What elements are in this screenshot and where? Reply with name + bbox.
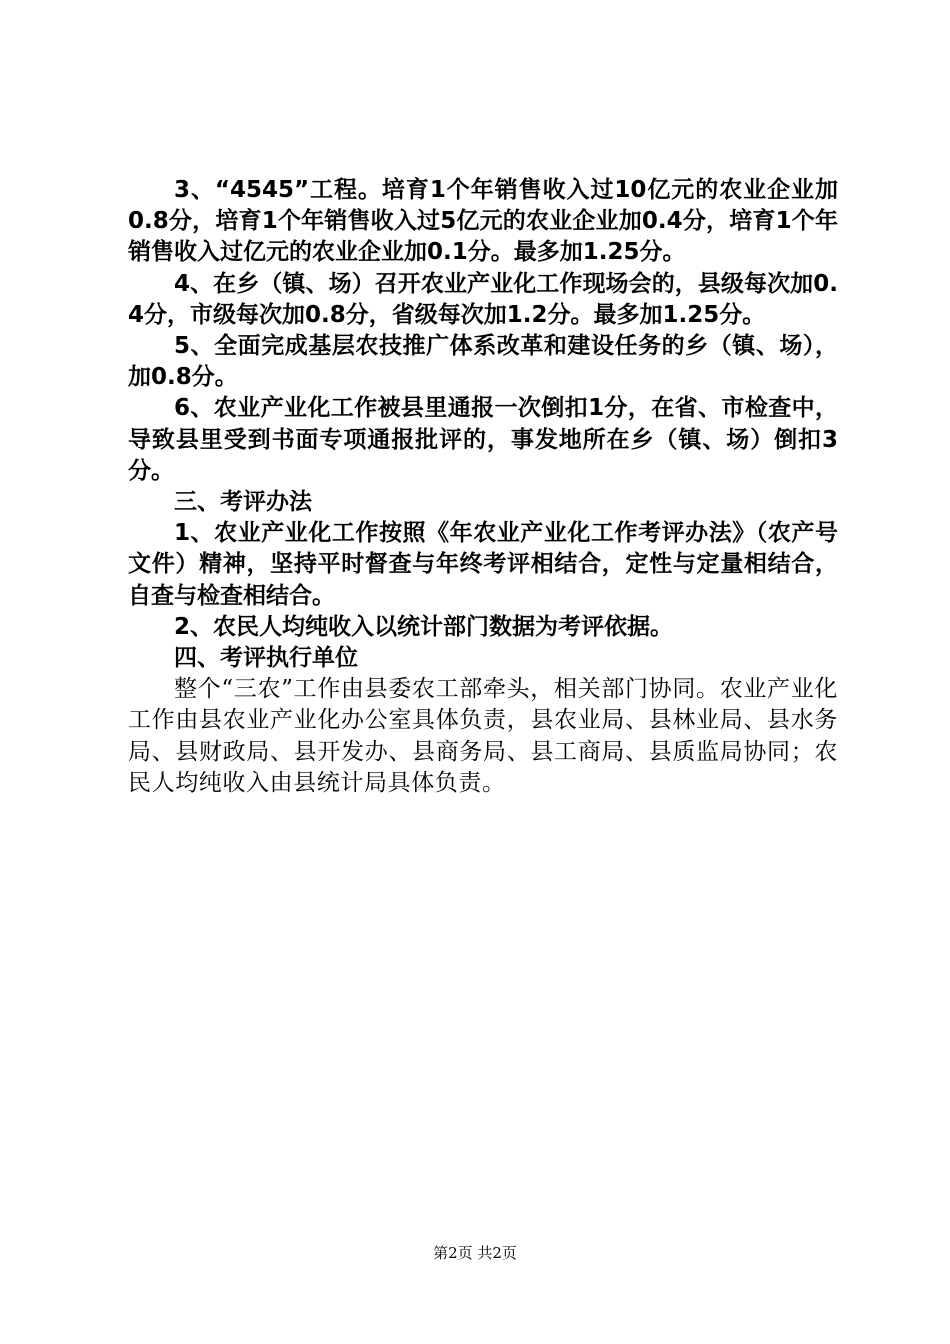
document-body xyxy=(128,175,838,799)
paragraph-tech-reform: 5、全面完成基层农技推广体系改革和建设任务的乡（镇、场），加0.8分。 xyxy=(128,333,838,391)
paragraph-penalty: 6、农业产业化工作被县里通报一次倒扣1分，在省、市检查中，导致县里受到书面专项通报批评的，事发地所在乡（镇、场）倒扣3分。 xyxy=(128,395,838,484)
paragraph-method-1: 1、农业产业化工作按照《年农业产业化工作考评办法》（农产号文件）精神，坚持平时督查与年终考评相结合，定性与定量相结合，自查与检查相结合。 xyxy=(128,520,838,609)
paragraph-executing-units: 整个“三农”工作由县委农工部牵头，相关部门协同。农业产业化工作由县农业产业化办公室具体负责，县农业局、县林业局、县水务局、县财政局、县开发办、县商务局、县工商局、县质监局协同；农民人均纯收入由县统计局具体负责。 xyxy=(128,676,838,796)
paragraph-method-2: 2、农民人均纯收入以统计部门数据为考评依据。 xyxy=(174,613,674,640)
paragraph-onsite-meeting: 4、在乡（镇、场）召开农业产业化工作现场会的，县级每次加0.4分，市级每次加0.8分，省级每次加1.2分。最多加1.25分。 xyxy=(128,270,838,328)
section-heading-executing-units: 四、考评执行单位 xyxy=(174,645,358,672)
paragraph-4545-project: 3、“4545”工程。培育1个年销售收入过10亿元的农业企业加0.8分，培育1个年销售收入过5亿元的农业企业加0.4分，培育1个年销售收入过亿元的农业企业加0.1分。最多加1.25分。 xyxy=(128,177,838,266)
page-footer: 第2页 共2页 xyxy=(433,1244,517,1262)
section-heading-evaluation-method: 三、考评办法 xyxy=(174,489,312,516)
